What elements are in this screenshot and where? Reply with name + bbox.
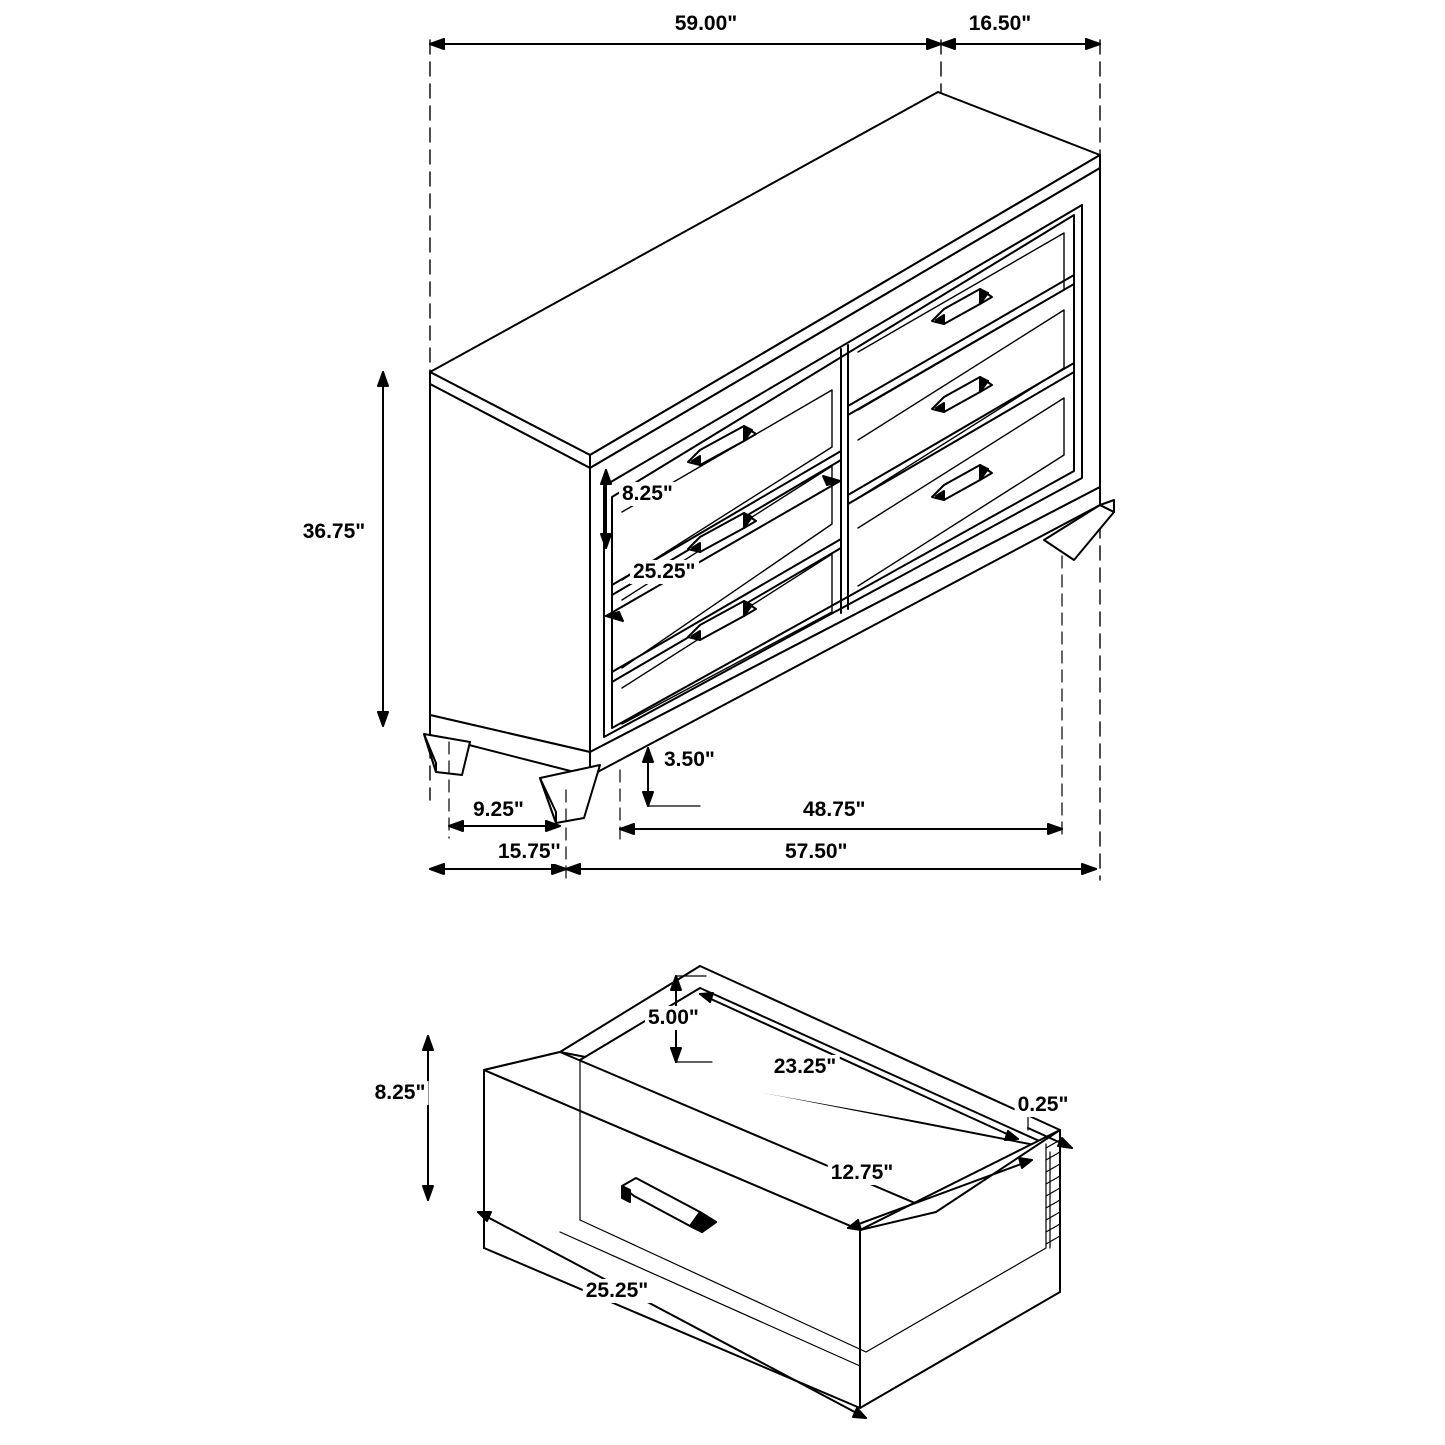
dim-overall-height: 36.75" bbox=[300, 520, 369, 544]
dim-top-depth: 16.50" bbox=[966, 12, 1035, 36]
dim-top-width: 59.00" bbox=[672, 12, 741, 36]
dim-interior-depth: 5.00" bbox=[645, 1006, 702, 1030]
dim-interior-length: 23.25" bbox=[771, 1055, 840, 1079]
dim-panel-thickness: 0.25" bbox=[1015, 1093, 1072, 1117]
dim-case-front-width: 48.75" bbox=[800, 798, 869, 822]
dim-case-depth: 15.75'' bbox=[495, 840, 564, 864]
dim-drawer-face-width: 25.25" bbox=[630, 560, 699, 584]
dim-foot-depth: 9.25" bbox=[470, 798, 527, 822]
dim-case-width: 57.50" bbox=[782, 840, 851, 864]
dim-drawer-box-height: 8.25" bbox=[372, 1081, 429, 1105]
dim-leg-height: 3.50" bbox=[661, 748, 718, 772]
dim-drawer-face-height: 8.25" bbox=[619, 482, 676, 506]
dim-drawer-box-width: 25.25" bbox=[583, 1279, 652, 1303]
dim-interior-width: 12.75" bbox=[828, 1161, 897, 1185]
